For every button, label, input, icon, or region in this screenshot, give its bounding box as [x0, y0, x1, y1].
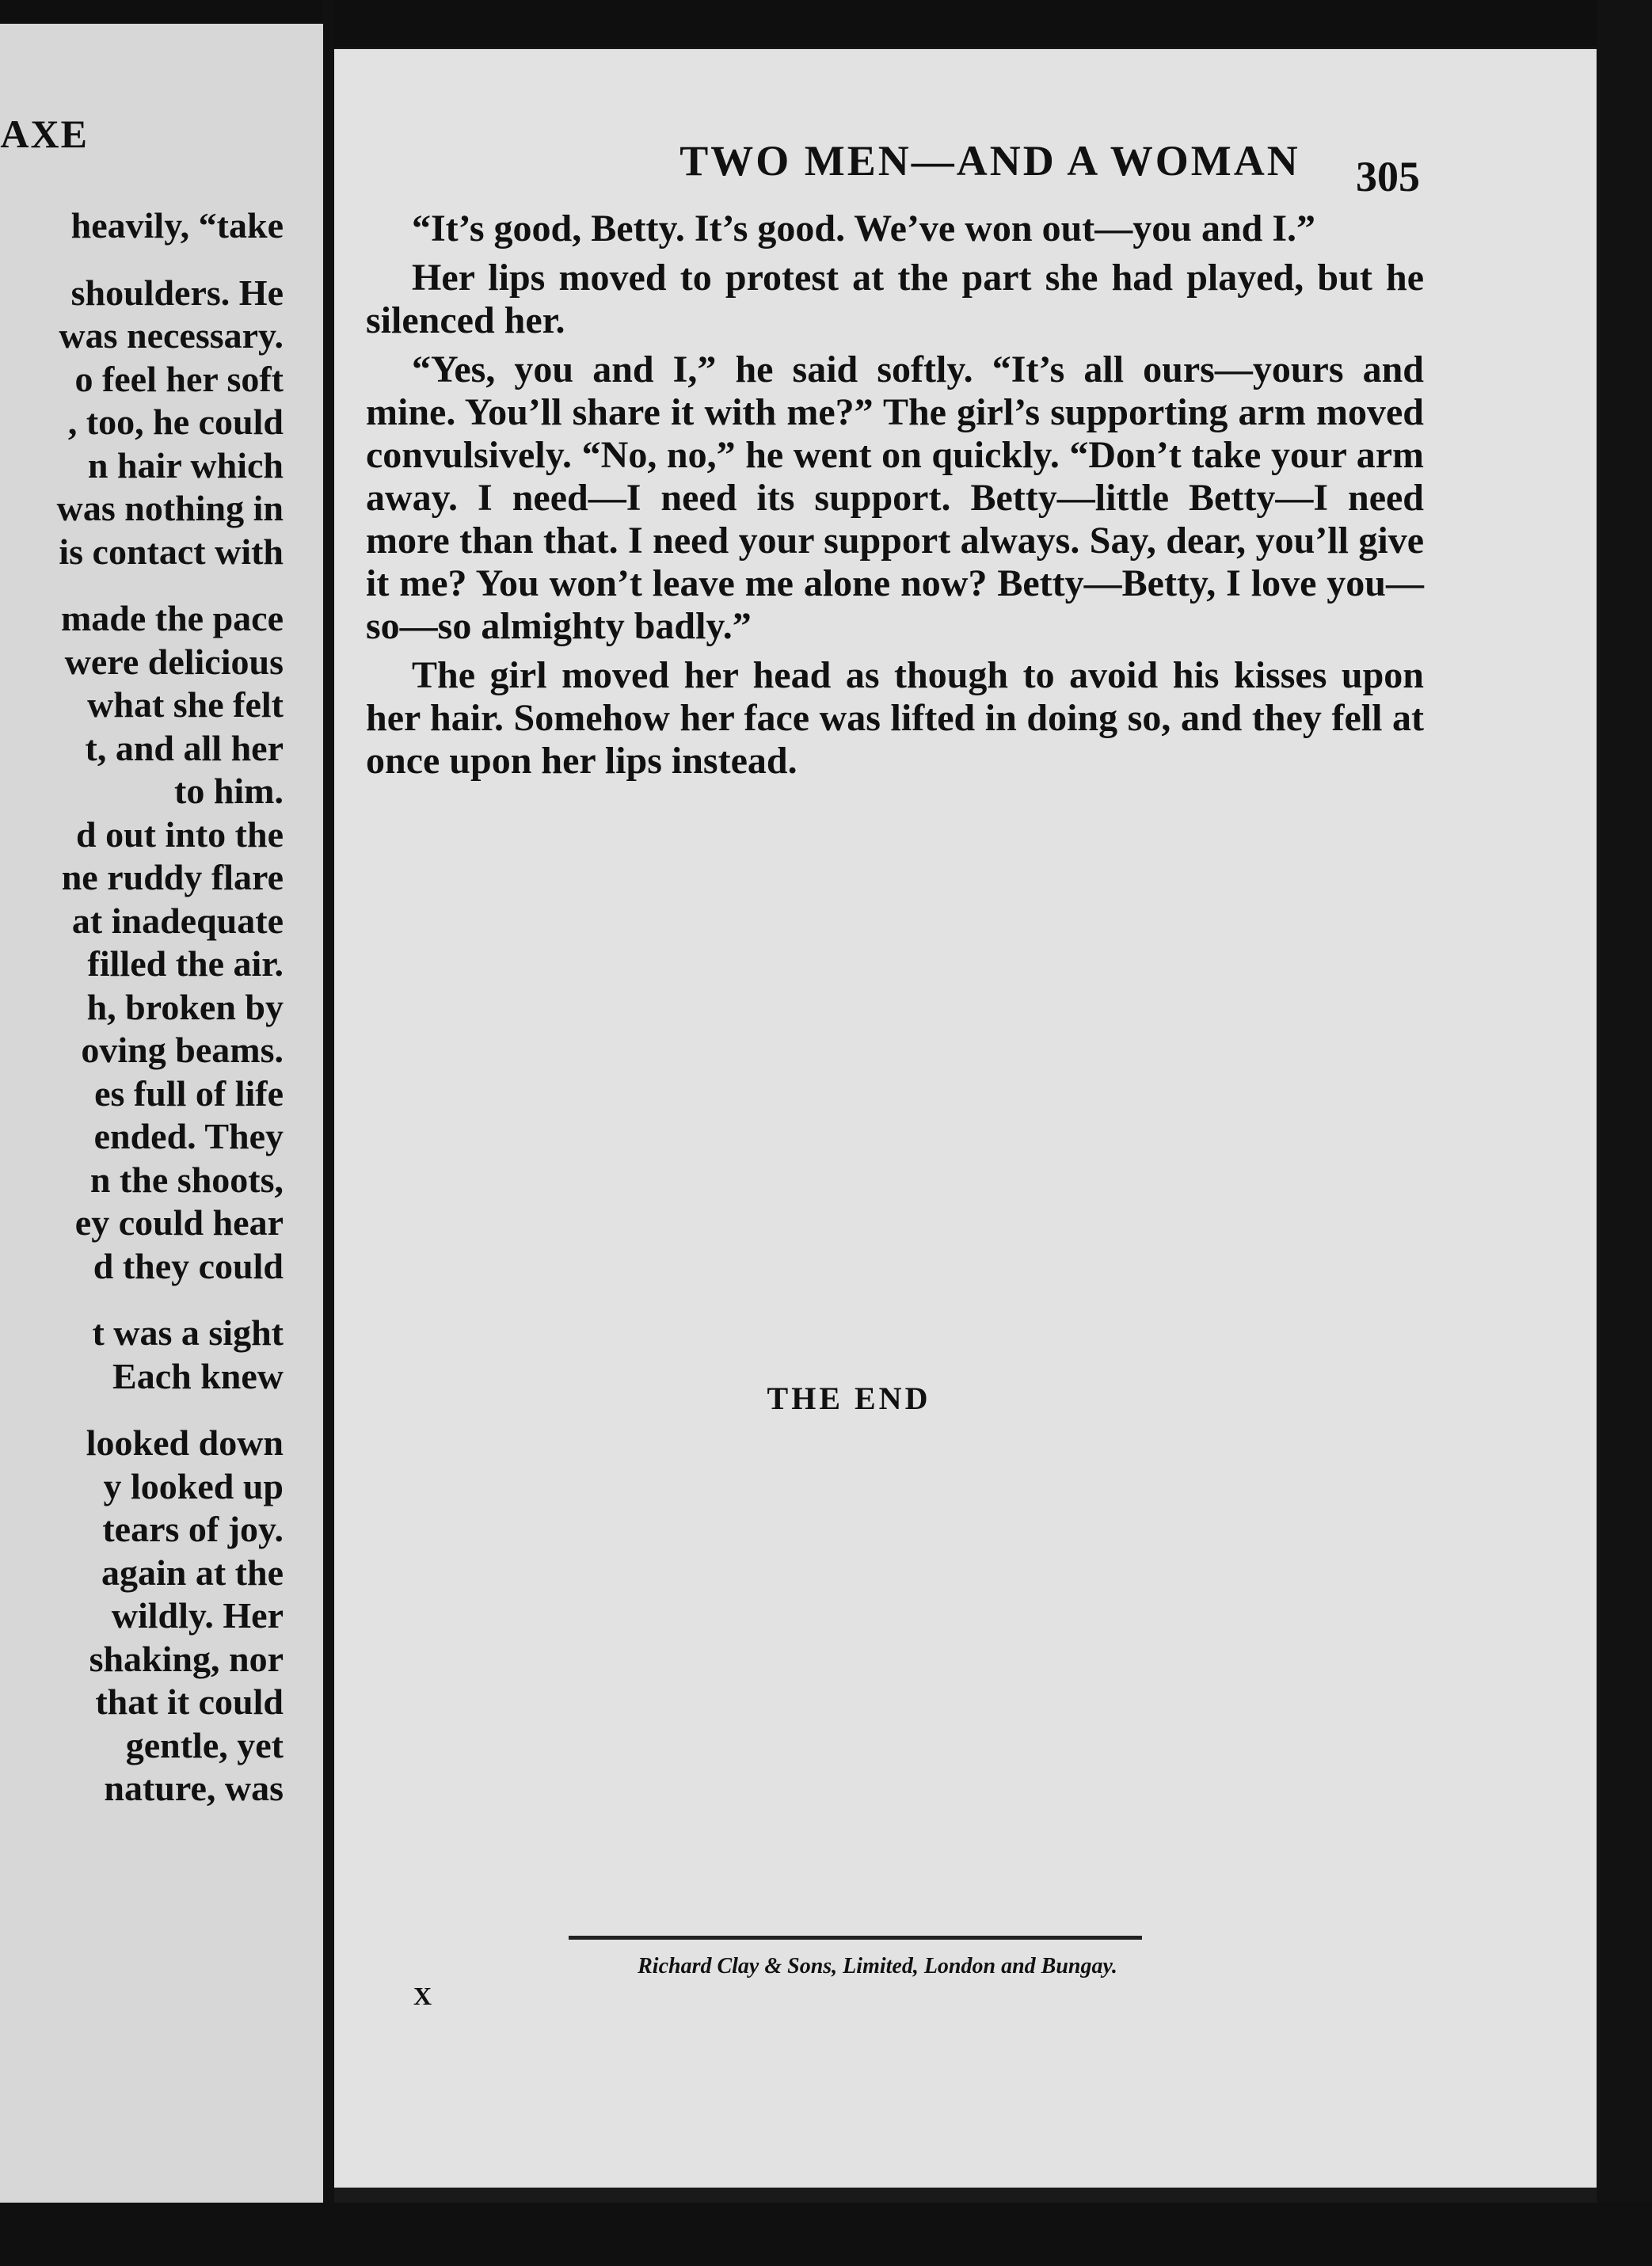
text-line: made the pace [60, 598, 284, 638]
book-page [334, 49, 1598, 2188]
text-line: t was a sight [92, 1312, 284, 1353]
text-line: t, and all her [85, 727, 284, 768]
text-line: again at the [101, 1552, 284, 1593]
printer-imprint: Richard Clay & Sons, Limited, London and Bungay. [638, 1954, 1117, 1978]
text-line: at inadequate [71, 900, 284, 941]
text-line: d they could [93, 1245, 284, 1286]
text-line: n the shoots, [89, 1159, 284, 1200]
paragraph: “Yes, you and I,” he said softly. “It’s all ours—yours and mine. You’ll share it with me?” The girl’s supporting arm moved convulsively. “No, no,” he went on quickly. “Don’t take your arm away. I need—I need its support. Betty—little Betty—I need more than that. I need your support always. Say, dear, you’ll give it me? You won’t leave me alone now? Betty—Betty, I love you—so—so almighty badly.” [366, 348, 1424, 647]
paragraph: “It’s good, Betty. It’s good. We’ve won out—you and I.” [412, 208, 1316, 249]
previous-page-text [0, 204, 284, 1811]
text-line: es full of life [94, 1072, 284, 1114]
imprint-rule [569, 1936, 1142, 1940]
text-line: looked down [86, 1422, 284, 1463]
text-line: filled the air. [87, 943, 284, 984]
text-line: ey could hear [74, 1202, 284, 1243]
text-line: wildly. Her [111, 1595, 284, 1636]
text-line: ended. They [93, 1116, 284, 1156]
text-line: shaking, nor [89, 1638, 284, 1679]
text-line: tears of joy. [102, 1509, 284, 1549]
text-line: shoulders. He [70, 272, 284, 313]
text-line: Each knew [112, 1355, 284, 1396]
text-line: that it could [95, 1681, 284, 1722]
previous-page-running-head: AXE [0, 112, 89, 156]
page-number: 305 [1356, 153, 1420, 200]
scan-border-bottom [0, 2203, 1652, 2266]
paragraph: Her lips moved to protest at the part she had played, but he silenced her. [366, 257, 1424, 341]
text-line: to him. [174, 771, 284, 811]
body-text [366, 208, 1424, 789]
text-line: , too, he could [67, 402, 284, 442]
book-gutter [323, 0, 334, 2266]
text-line: heavily, “take [70, 205, 284, 246]
running-head: TWO MEN—AND A WOMAN [679, 137, 1300, 185]
paragraph: The girl moved her head as though to avoid his kisses upon her hair. Somehow her face was lifted in doing so, and they fell at once upon her lips instead. [366, 654, 1424, 782]
scan-border-right [1597, 0, 1652, 2266]
text-line: o feel her soft [74, 358, 284, 399]
text-line: oving beams. [81, 1030, 284, 1070]
text-line: gentle, yet [125, 1724, 284, 1765]
text-line: was nothing in [56, 488, 284, 528]
text-line: is contact with [59, 531, 284, 572]
previous-page [0, 24, 323, 2234]
text-line: was necessary. [59, 315, 284, 356]
text-line: ne ruddy flare [61, 857, 284, 897]
text-line: n hair which [87, 444, 284, 486]
text-line: were delicious [64, 641, 284, 682]
the-end-label: THE END [767, 1381, 931, 1416]
text-line: h, broken by [86, 986, 284, 1027]
text-line: what she felt [87, 684, 284, 725]
text-line: nature, was [104, 1768, 284, 1808]
text-line: y looked up [103, 1465, 284, 1506]
text-line: d out into the [76, 813, 284, 855]
signature-mark: X [413, 1982, 432, 2010]
